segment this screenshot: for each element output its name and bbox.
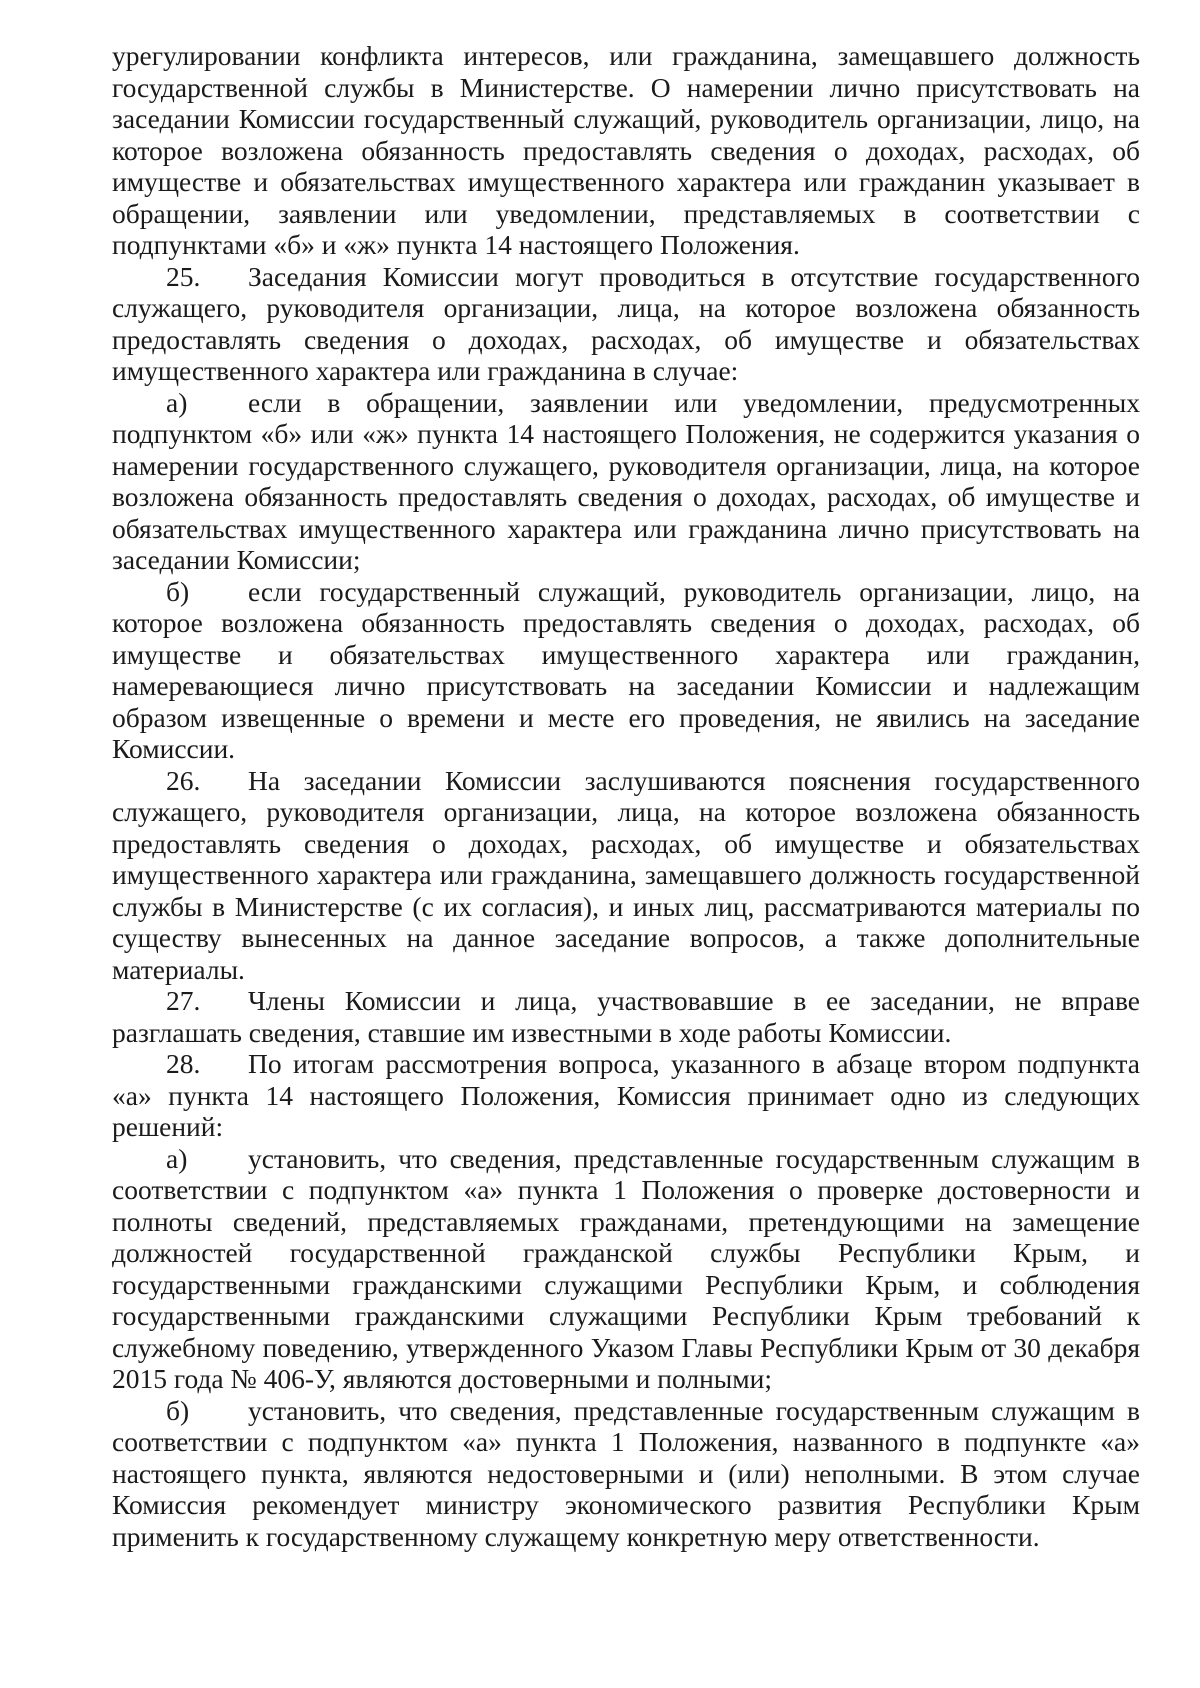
paragraph-text: Заседания Комиссии могут проводиться в отсутствие государственного служащего, руководителя организации, лица, на которое возложена обязанность предоставлять сведения о доходах, расходах, об имуществе и обязательствах имущественного характера или гражданина в случае: <box>112 260 1140 386</box>
paragraph-text: По итогам рассмотрения вопроса, указанного в абзаце втором подпункта «а» пункта 14 настоящего Положения, Комиссия принимает одно из следующих решений: <box>112 1048 1140 1142</box>
subparagraph-25-b <box>112 576 1140 765</box>
document-page <box>112 40 1140 1552</box>
paragraph-number: 27. <box>166 985 201 1016</box>
paragraph-continuation <box>112 40 1140 261</box>
paragraph-25 <box>112 261 1140 387</box>
paragraph-text: если в обращении, заявлении или уведомлении, предусмотренных подпунктом «б» или «ж» пункта 14 настоящего Положения, не содержится указания о намерении государственного служащего, руководителя организации, лица, на которое возложена обязанность предоставлять сведения о доходах, расходах, об имуществе и обязательствах имущественного характера или гражданина лично присутствовать на заседании Комиссии; <box>112 386 1140 575</box>
paragraph-26 <box>112 765 1140 986</box>
paragraph-text: установить, что сведения, представленные государственным служащим в соответствии с подпунктом «а» пункта 1 Положения о проверке достоверности и полноты сведений, представляемых гражданами, претендующими на замещение должностей государственной гражданской службы Республики Крым, и государственными гражданскими служащими Республики Крым, и соблюдения государственными гражданскими служащими Республики Крым требований к служебному поведению, утвержденного Указом Главы Республики Крым от 30 декабря 2015 года № 406-У, являются достоверными и полными; <box>112 1142 1140 1394</box>
paragraph-text: Члены Комиссии и лица, участвовавшие в ее заседании, не вправе разглашать сведения, ставшие им известными в ходе работы Комиссии. <box>112 985 1140 1048</box>
paragraph-28 <box>112 1048 1140 1143</box>
paragraph-number: а) <box>166 386 188 418</box>
paragraph-number: 28. <box>166 1048 201 1079</box>
paragraph-text: если государственный служащий, руководитель организации, лицо, на которое возложена обязанность предоставлять сведения о доходах, расходах, об имуществе и обязательствах имущественного характера или гражданин, намеревающиеся лично присутствовать на заседании Комиссии и надлежащим образом извещенные о времени и месте его проведения, не явились на заседание Комиссии. <box>112 575 1140 764</box>
paragraph-number: 25. <box>166 260 201 292</box>
paragraph-number: 26. <box>166 764 201 796</box>
paragraph-text: установить, что сведения, представленные государственным служащим в соответствии с подпунктом «а» пункта 1 Положения, названного в подпункте «а» настоящего пункта, являются недостоверными и (или) неполными. В этом случае Комиссия рекомендует министру экономического развития Республики Крым применить к государственному служащему конкретную меру ответственности. <box>112 1394 1140 1552</box>
subparagraph-28-a <box>112 1143 1140 1395</box>
paragraph-number: а) <box>166 1142 188 1174</box>
paragraph-number: б) <box>166 575 190 607</box>
paragraph-text: На заседании Комиссии заслушиваются пояснения государственного служащего, руководителя организации, лица, на которое возложена обязанность предоставлять сведения о доходах, расходах, об имуществе и обязательствах имущественного характера или гражданина, замещавшего должность государственной службы в Министерстве (с их согласия), и иных лиц, рассматриваются материалы по существу вынесенных на данное заседание вопросов, а также дополнительные материалы. <box>112 764 1140 985</box>
paragraph-27 <box>112 985 1140 1048</box>
paragraph-number: б) <box>166 1394 190 1426</box>
subparagraph-28-b <box>112 1395 1140 1553</box>
subparagraph-25-a <box>112 387 1140 576</box>
paragraph-text: урегулировании конфликта интересов, или гражданина, замещавшего должность государственной службы в Министерстве. О намерении лично присутствовать на заседании Комиссии государственный служащий, руководитель организации, лицо, на которое возложена обязанность предоставлять сведения о доходах, расходах, об имуществе и обязательствах имущественного характера или гражданин указывает в обращении, заявлении или уведомлении, представляемых в соответствии с подпунктами «б» и «ж» пункта 14 настоящего Положения. <box>112 40 1140 260</box>
